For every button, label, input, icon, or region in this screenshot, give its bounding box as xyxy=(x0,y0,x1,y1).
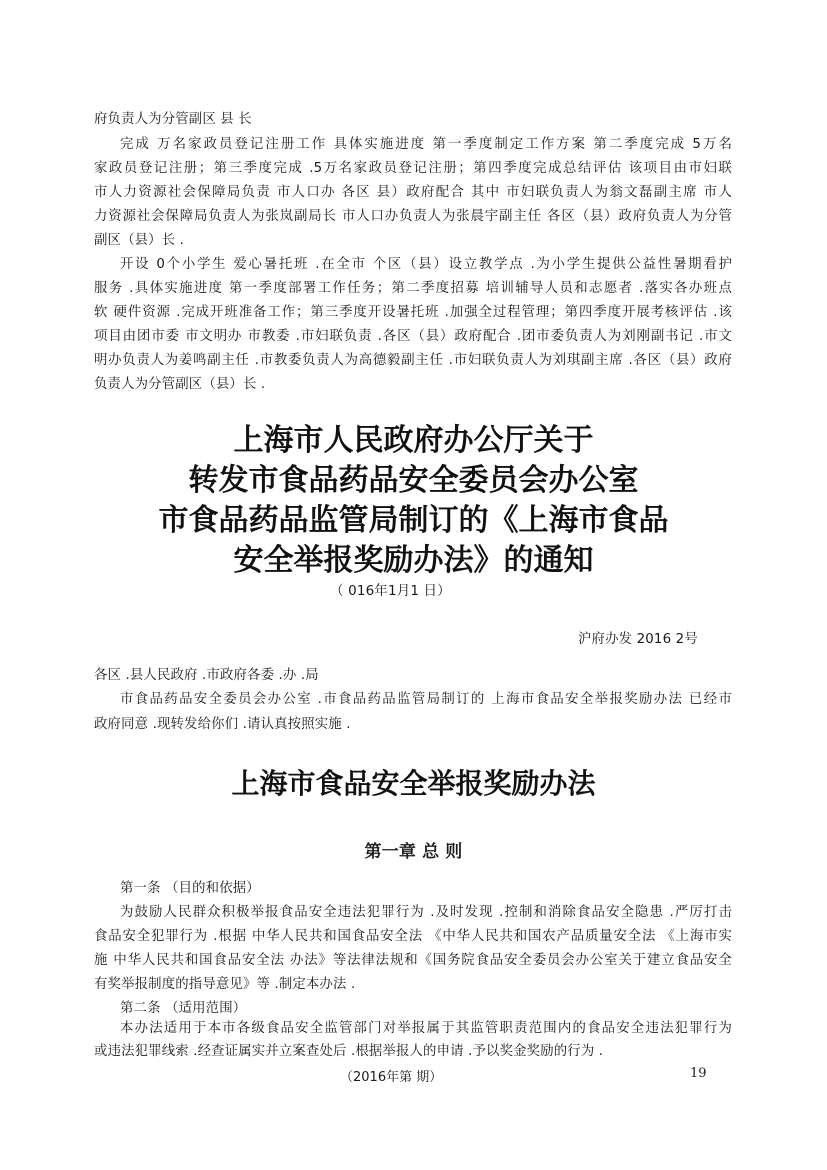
text-line: 市人力资源社会保障局负责 市人口办 各区 县）政府配合 其中 市妇联负责人为翁文磊副主席 市人 xyxy=(94,185,732,200)
text-line: 副区（县）长 . xyxy=(94,233,185,248)
footer-issue: （2016年第 期） xyxy=(340,1070,443,1085)
text-line: 政府同意 .现转发给你们 .请认真按照实施 . xyxy=(94,717,351,732)
text-line: 本办法适用于本市各级食品安全监管部门对举报属于其监管职责范围内的食品安全违法犯罪行为 xyxy=(120,1021,732,1036)
notice-date: （ 016年1月1 日） xyxy=(330,583,451,599)
regulation-title: 上海市食品安全举报奖励办法 xyxy=(231,767,596,800)
page-number: 19 xyxy=(690,1066,707,1081)
text-line: 力资源社会保障局负责人为张岚副局长 市人口办负责人为张晨宇副主任 各区（县）政府负责人为分管 xyxy=(94,209,732,224)
text-line: 家政员登记注册；第三季度完成 .5万名家政员登记注册；第四季度完成总结评估 该项目由市妇联 xyxy=(94,161,732,176)
notice-title-line: 安全举报奖励办法》的通知 xyxy=(233,543,594,578)
text-line: 为鼓励人民群众积极举报食品安全违法犯罪行为 .及时发现 .控制和消除食品安全隐患 .严厉打击 xyxy=(120,905,732,920)
text-line: 有奖举报制度的指导意见》等 .制定本办法 . xyxy=(94,977,356,992)
notice-title-line: 转发市食品药品安全委员会办公室 xyxy=(188,463,639,498)
chapter-heading: 第一章 总 则 xyxy=(364,842,463,862)
text-line: 食品安全犯罪行为 .根据 中华人民共和国食品安全法 《中华人民共和国农产品质量安全法 《上海市实 xyxy=(94,929,732,944)
notice-title-line: 市食品药品监管局制订的《上海市食品 xyxy=(158,503,669,538)
text-line: 软 硬件资源 .完成开班准备工作；第三季度开设暑托班 .加强全过程管理；第四季度开展考核评估 .该 xyxy=(94,305,732,320)
text-line: 或违法犯罪线索 .经查证属实并立案查处后 .根据举报人的申请 .予以奖金奖励的行为 . xyxy=(94,1044,604,1059)
text-line: 明办负责人为姜鸣副主任 .市教委负责人为高德毅副主任 .市妇联负责人为刘琪副主席 .各区（县）政府 xyxy=(94,353,732,368)
notice-title-line: 上海市人民政府办公厅关于 xyxy=(233,423,594,458)
recipients: 各区 .县人民政府 .市政府各委 .办 .局 xyxy=(94,668,319,683)
text-line: 市食品药品安全委员会办公室 .市食品药品监管局制订的 上海市食品安全举报奖励办法 已经市 xyxy=(120,692,732,707)
text-line: 开设 0个小学生 爱心暑托班 .在全市 个区（县）设立教学点 .为小学生提供公益性暑期看护 xyxy=(120,257,732,272)
text-line: 完成 万名家政员登记注册工作 具体实施进度 第一季度制定工作方案 第二季度完成 5万名 xyxy=(120,137,732,152)
text-line: 服务 .具体实施进度 第一季度部署工作任务；第二季度招募 培训辅导人员和志愿者 .落实各办班点 xyxy=(94,281,732,296)
doc-number: 沪府办发 2016 2号 xyxy=(578,632,698,647)
article-heading: 第一条 （目的和依据） xyxy=(120,881,260,896)
text-line: 项目由团市委 市文明办 市教委 .市妇联负责 .各区（县）政府配合 .团市委负责人为刘刚副书记 .市文 xyxy=(94,329,732,344)
text-line: 府负责人为分管副区 县 长 xyxy=(94,112,252,127)
article-heading: 第二条 （适用范围） xyxy=(120,1001,247,1016)
text-line: 负责人为分管副区（县）长 . xyxy=(94,377,266,392)
text-line: 施 中华人民共和国食品安全法 办法》等法律法规和《国务院食品安全委员会办公室关于建立食品安全 xyxy=(94,953,732,968)
